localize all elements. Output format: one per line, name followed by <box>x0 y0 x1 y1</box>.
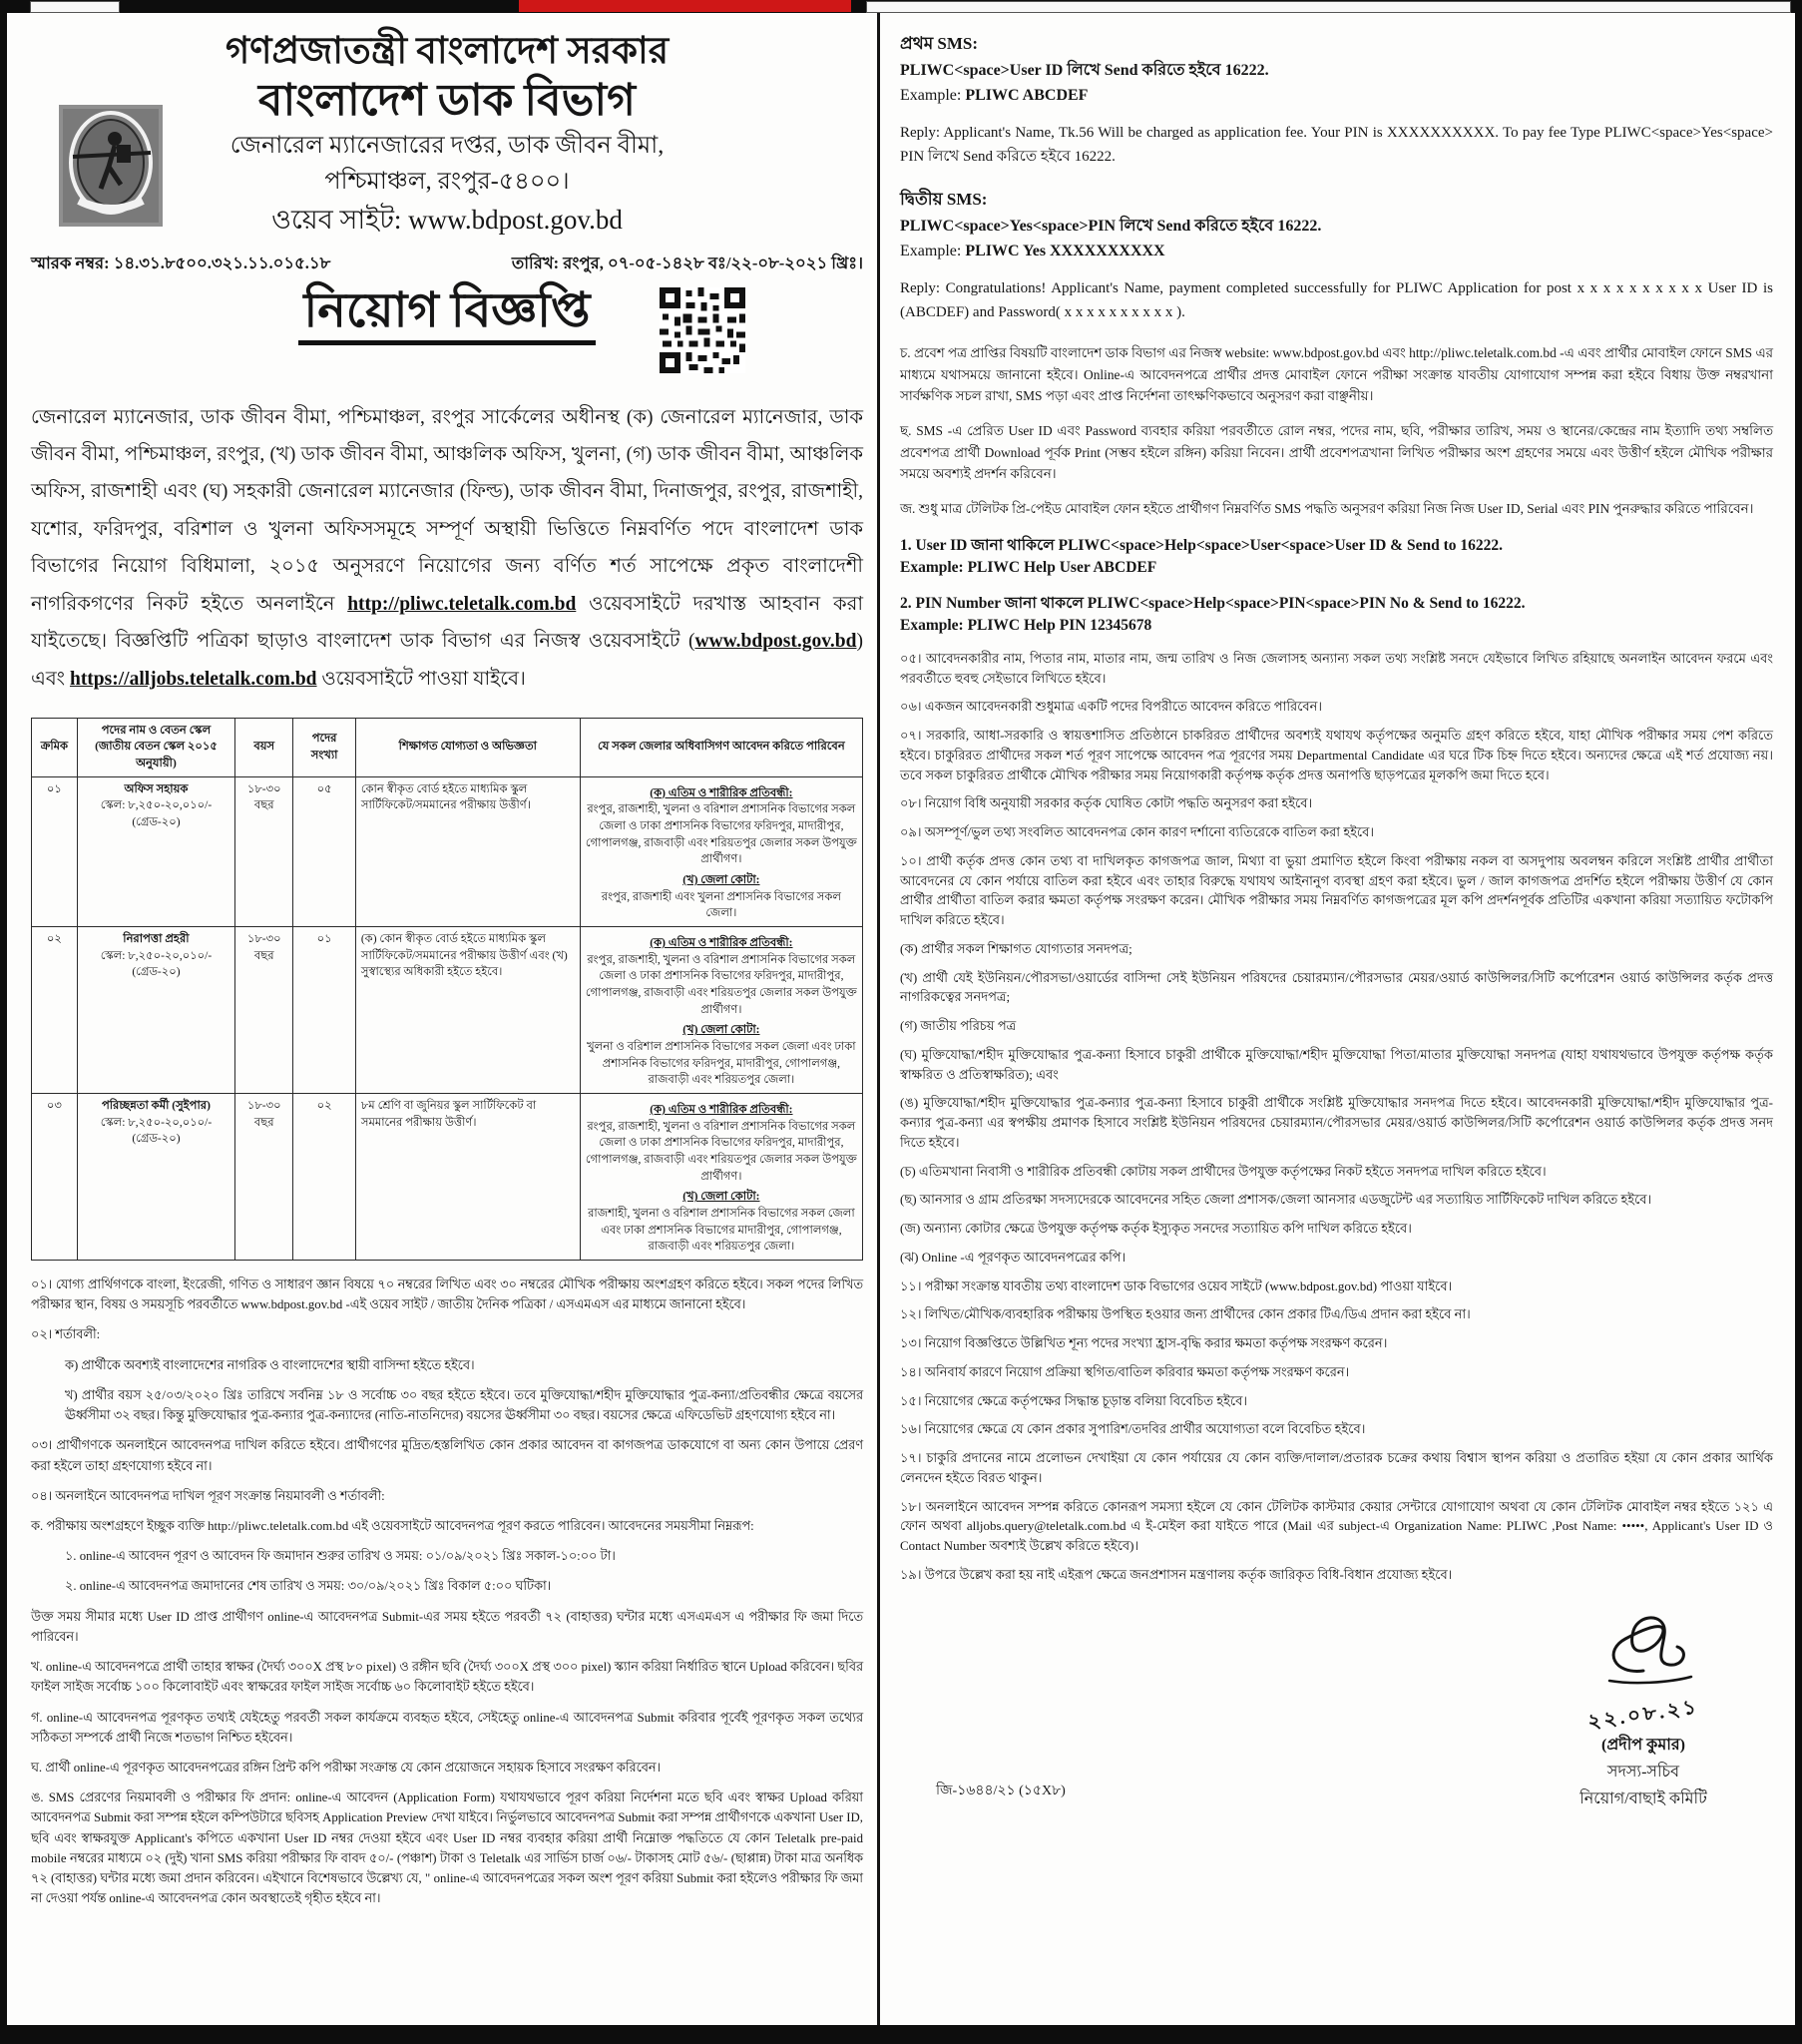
signatory-role-1: সদস্য-সচিব <box>1606 1763 1680 1781</box>
pay-scale: স্কেল: ৮,২৫০-২০,০১০/- <box>100 949 213 962</box>
cell-eligible-districts <box>580 926 862 1093</box>
document-item-uma: (ঙ) মুক্তিযোদ্ধা/শহীদ মুক্তিযোদ্ধার পুত্র-কন্যার পুত্র-কন্যা হিসাবে চাকুরী প্রার্থীকে সংশ্লিষ্ট মুক্তিযোদ্ধার সনদপত্র দিতে হইবে। আবেদনকারী মুক্তিযোদ্ধা/শহীদ মুক্তিযোদ্ধার পুত্র-কন্যার পুত্র-কন্যা এর স্বপক্ষীয় প্রমাণক হিসাবে সংশ্লিষ্ট ইউনিয়ন পরিষদের চেয়ারম্যান/পৌরসভার মেয়র/ওয়ার্ড কাউন্সিলর/সিটি কর্পোরেশন ওয়ার্ড কাউন্সিলর কর্তৃক প্রদত্ত সনদ দিতে হইবে। <box>900 1095 1773 1150</box>
point-08: ০৮। নিয়োগ বিধি অনুযায়ী সরকার কর্তৃক ঘোষিত কোটা পদ্ধতি অনুসরণ করা হইবে। <box>900 795 1313 811</box>
document-item-gha: (ঘ) মুক্তিযোদ্ধা/শহীদ মুক্তিযোদ্ধার পুত্র-কন্যা হিসাবে চাকুরী প্রার্থীকে মুক্তিযোদ্ধা/শহীদ মুক্তিযোদ্ধা পিতা/মাতার মুক্তিযোদ্ধা সনদপত্র (যাহা যথাযথভাবে উপযুক্ত কর্তৃপক্ষ কর্তৃক স্বাক্ষরিত ও প্রতিস্বাক্ষরিত); এবং <box>900 1046 1773 1082</box>
cell-vacancies: ০২ <box>293 1093 355 1260</box>
help-userid-example: Example: PLIWC Help User ABCDEF <box>900 558 1157 576</box>
pay-grade: (গ্রেড-২০) <box>132 1133 181 1146</box>
alljobs-website-link[interactable]: https://alljobs.teletalk.com.bd <box>69 668 317 690</box>
orphan-disabled-quota-heading: (ক) এতিম ও শারীরিক প্রতিবন্ধী: <box>650 786 793 799</box>
note-02-b: খ) প্রার্থীর বয়স ২৫/০৩/২০২০ খ্রিঃ তারিখে সর্বনিম্ন ১৮ ও সর্বোচ্চ ৩০ বছর হইতে হইবে। তবে মুক্তিযোদ্ধা/শহীদ মুক্তিযোদ্ধার পুত্র-কন্যা/প্রতিবন্ধীর ক্ষেত্রে বয়সের ঊর্ধ্বসীমা ৩২ বছর। কিন্তু মুক্তিযোদ্ধার পুত্র-কন্যার পুত্র-কন্যাদের (নাতি-নাতনিদের) বয়সের ঊর্ধ্বসীমা ৩০ বছর। বয়সের ক্ষেত্রে এফিডেভিট গ্রহণযোগ্য হইবে না। <box>65 1387 863 1423</box>
col-header-serial: ক্রমিক <box>32 718 78 776</box>
document-item-ja: (জ) অন্যান্য কোটার ক্ষেত্রে উপযুক্ত কর্তৃপক্ষ কর্তৃক ইস্যুকৃত সনদের সত্যায়িত কপি দাখিল করিতে হইবে। <box>900 1221 1412 1237</box>
bdpost-website-link[interactable]: www.bdpost.gov.bd <box>694 631 857 653</box>
point-16: ১৬। নিয়োগের ক্ষেত্রে যে কোন প্রকার সুপারিশ/তদবির প্রার্থীর অযোগ্যতা বলে বিবেচিত হইবে। <box>900 1421 1366 1437</box>
government-title: গণপ্রজাতন্ত্রী বাংলাদেশ সরকার <box>225 31 670 72</box>
para-chha-userid-password: ছ. SMS -এ প্রেরিত User ID এবং Password ব্যবহার করিয়া পরবর্তীতে রোল নম্বর, পদের নাম, ছবি, পরীক্ষার তারিখ, সময় ও স্থানের/কেন্দ্রের নাম ইত্যাদি তথ্য সম্বলিত প্রবেশপত্র প্রার্থী Download পূর্বক Print (সম্ভব হইলে রঙ্গিন) করিয়া নিবেন। প্রার্থী প্রবেশপত্রখানা লিখিত পরীক্ষার অংশ গ্রহণের সময়ে এবং উত্তীর্ণ হইলে মৌখিক পরীক্ষার সময়ে অবশ্যই প্রদর্শন করিবেন। <box>900 422 1773 482</box>
top-strip-right-box <box>866 1 1791 13</box>
note-04-kha: খ. online-এ আবেদনপত্রে প্রার্থী তাহার স্বাক্ষর (দৈর্ঘ্য ৩০০X প্রস্থ ৮০ pixel) ও রঙ্গীন ছবি (দৈর্ঘ্য ৩০০X প্রস্থ ৩০০ pixel) স্ক্যান করিয়া নির্ধারিত স্থানে Upload করিবেন। ছবির ফাইল সাইজ সর্বোচ্চ ১০০ কিলোবাইট এবং স্বাক্ষরের ফাইল সাইজ সর্বোচ্চ ৬০ কিলোবাইট হইতে হইবে। <box>31 1660 863 1695</box>
post-name: নিরাপত্তা প্রহরী <box>123 932 190 945</box>
help-pin-example: Example: PLIWC Help PIN 12345678 <box>900 616 1152 634</box>
note-04-gha: ঘ. প্রার্থী online-এ পূরণকৃত আবেদনপত্রের রঙ্গিন প্রিন্ট কপি পরীক্ষা সংক্রান্ত যে কোন প্রয়োজনে সহায়ক হিসাবে সংরক্ষণ করিবেন। <box>31 1760 662 1775</box>
example-label: Example: <box>900 87 966 105</box>
intro-part-4: ওয়েবসাইটে পাওয়া যাইবে। <box>316 668 526 690</box>
col-header-eligible-districts: যে সকল জেলার অধিবাসিগণ আবেদন করিতে পারিবেন <box>580 718 862 776</box>
note-02-a: ক) প্রার্থীকে অবশ্যই বাংলাদেশের নাগরিক ও বাংলাদেশের স্থায়ী বাসিন্দা হইতে হইবে। <box>65 1357 475 1372</box>
point-17: ১৭। চাকুরি প্রদানের নামে প্রলোভন দেখাইয়া যে কোন পর্যায়ের যে কোন ব্যক্তি/দালাল/প্রতারক চক্রের কথায় বিশ্বাস স্থাপন করিয়া ও প্রতারিত হইয়া যে কোন প্রকার আর্থিক লেনদেন হইতে বিরত থাকুন। <box>900 1450 1773 1485</box>
department-title: বাংলাদেশ ডাক বিভাগ <box>258 76 636 126</box>
intro-paragraph <box>31 399 863 699</box>
cell-qualification: (ক) কোন স্বীকৃত বোর্ড হইতে মাধ্যমিক স্কুল সার্টিফিকেট/সমমানের পরীক্ষায় উত্তীর্ণ এবং (খ) সুস্বাস্থ্যের অধিকারী হইতে হইবে। <box>355 926 580 1093</box>
cell-age: ১৮-৩০ বছর <box>235 1093 293 1260</box>
point-05: ০৫। আবেদনকারীর নাম, পিতার নাম, মাতার নাম, জন্ম তারিখ ও নিজ জেলাসহ অন্যান্য সকল তথ্য সংশ্লিষ্ট সনদে যেইভাবে লিখিত রহিয়াছে অনলাইন আবেদন ফরমে এবং পরবর্তীতে হুবহু সেইভাবে লিখিতে হইবে। <box>900 650 1773 686</box>
help-userid-command: 1. User ID জানা থাকিলে PLIWC<space>Help<space>User<space>User ID & Send to 16222. <box>900 536 1503 554</box>
table-header-row <box>32 718 863 776</box>
notice-title: নিয়োগ বিজ্ঞপ্তি <box>298 283 597 345</box>
district-quota-text: রাজশাহী, খুলনা ও বরিশাল প্রশাসনিক বিভাগের সকল জেলা এবং ঢাকা প্রশাসনিক বিভাগের মাদারীপুর, গোপালগঞ্জ, রাজবাড়ী এবং শরিয়তপুর জেলা। <box>588 1208 855 1254</box>
point-07: ০৭। সরকারি, আধা-সরকারি ও স্বায়ত্তশাসিত প্রতিষ্ঠানে চাকরিরত প্রার্থীদের অবশ্যই যথাযথ কর্তৃপক্ষের অনুমতি গ্রহণ করিতে হইবে, যাহা মৌখিক পরীক্ষার সময় পেশ করিতে হইবে। চাকুরিরত প্রার্থীদের সকল শর্ত পূরণ সাপেক্ষে আবেদন পত্র পূরণের সময় Departmental Candidate এর ঘরে টিক চিহ্ন দিতে হইবে। অন্যদের ক্ষেত্রে এই শর্ত প্রযোজ্য নয়। তবে সকল চাকুরিরত প্রার্থীকে মৌখিক পরীক্ষার সময় নিয়োগকারী কর্তৃপক্ষ কর্তৃক প্রদত্ত অনাপত্তি ছাড়পত্রের মূলকপি জমা দিতে হবে। <box>900 728 1773 782</box>
orphan-disabled-quota-heading: (ক) এতিম ও শারীরিক প্রতিবন্ধী: <box>650 936 793 949</box>
note-04-ka-tail: উক্ত সময় সীমার মধ্যে User ID প্রাপ্ত প্রার্থীগণ online-এ আবেদনপত্র Submit-এর সময় হইতে পরবর্তী ৭২ (বাহাত্তর) ঘন্টার মধ্যে এসএমএস এ পরীক্ষার ফি জমা দিতে পারিবেন। <box>31 1609 863 1644</box>
cell-age: ১৮-৩০ বছর <box>235 776 293 926</box>
cell-vacancies: ০১ <box>293 926 355 1093</box>
pay-grade: (গ্রেড-২০) <box>132 966 181 979</box>
note-03: ০৩। প্রার্থীগণকে অনলাইনে আবেদনপত্র দাখিল করিতে হইবে। প্রার্থীগণের মুদ্রিত/হস্তলিখিত কোন প্রকার আবেদন বা কাগজপত্র ডাকযোগে বা অন্য কোন উপায়ে প্রেরণ করা হইলে তাহা গ্রহণযোগ্য হইবে না। <box>31 1438 863 1473</box>
document-item-ga: (গ) জাতীয় পরিচয় পত্র <box>900 1018 1017 1034</box>
first-sms-command: PLIWC<space>User ID লিখে Send করিতে হইবে 16222. <box>900 62 1269 80</box>
post-office-emblem-logo <box>59 105 163 227</box>
note-04-heading: ০৪। অনলাইনে আবেদনপত্র দাখিল পূরণ সংক্রান্ত নিয়মাবলী ও শর্তাবলী: <box>31 1488 385 1503</box>
cell-post-scale <box>77 776 234 926</box>
apply-website-link[interactable]: http://pliwc.teletalk.com.bd <box>347 593 577 615</box>
district-quota-heading: (খ) জেলা কোটা: <box>682 1024 760 1037</box>
first-sms-label: প্রথম SMS: <box>900 34 979 53</box>
signatory-name: (প্রদীপ কুমার) <box>1601 1736 1685 1754</box>
cell-serial: ০৩ <box>32 1093 78 1260</box>
point-13: ১৩। নিয়োগ বিজ্ঞপ্তিতে উল্লিখিত শূন্য পদের সংখ্যা হ্রাস-বৃদ্ধি করার ক্ষমতা কর্তৃপক্ষ সংরক্ষণ করেন। <box>900 1335 1388 1351</box>
note-02-heading: ০২। শর্তাবলী: <box>31 1327 101 1342</box>
left-notes-section <box>31 1275 863 1908</box>
post-name: পরিচ্ছন্নতা কর্মী (সুইপার) <box>101 1099 211 1112</box>
post-name: অফিস সহায়ক <box>124 782 189 795</box>
notice-title-block <box>31 283 863 385</box>
cell-qualification: কোন স্বীকৃত বোর্ড হইতে মাধ্যমিক স্কুল সার্টিফিকেট/সমমানের পরীক্ষায় উত্তীর্ণ। <box>355 776 580 926</box>
pay-scale: স্কেল: ৮,২৫০-২০,০১০/- <box>100 1116 213 1129</box>
table-row <box>32 776 863 926</box>
second-sms-example <box>900 240 1773 264</box>
col-header-qualification: শিক্ষাগত যোগ্যতা ও অভিজ্ঞতা <box>355 718 580 776</box>
col-header-age: বয়স <box>235 718 293 776</box>
signature-block <box>900 1611 1773 1830</box>
orphan-disabled-quota-heading: (ক) এতিম ও শারীরিক প্রতিবন্ধী: <box>650 1103 793 1116</box>
para-ja-teletalk-recovery: জ. শুধু মাত্র টেলিটক প্রি-পেইড মোবাইল ফোন হইতে প্রার্থীগণ নিম্নবর্ণিত SMS পদ্ধতি অনুসরণ করিয়া নিজ নিজ User ID, Serial এবং PIN পুনরুদ্ধার করিতে পারিবেন। <box>900 501 1754 517</box>
point-10: ১০। প্রার্থী কর্তৃক প্রদত্ত কোন তথ্য বা দাখিলকৃত কাগজপত্র জাল, মিথ্যা বা ভুয়া প্রমাণিত হইলে কিংবা পরীক্ষায় নকল বা অসদুপায় অবলম্বন করিলে সংশ্লিষ্ট প্রার্থীর প্রার্থীতা আবেদনের যে কোন পর্যায়ে বাতিল করা হইবে এবং তাহার বিরুদ্ধে যথাযথ আইনানুগ ব্যবস্থা গ্রহণ করা হইবে। ভুল / জাল কাগজপত্র প্রদর্শিত হইলে পরীক্ষায় উত্তীর্ণ যে কোন প্রার্থীর প্রার্থীতা বাতিল করার ক্ষমতা কর্তৃপক্ষ সংরক্ষণ করেন। মৌখিক পরীক্ষার সময় নিম্নবর্ণিত কাগজপত্রের মূল কপি প্রদর্শনপূর্বক প্রতিটির একখানা করিয়া সত্যায়িত ফটোকপি দাখিল করিতে হইবে। <box>900 852 1773 928</box>
col-header-vacancies: পদের সংখ্যা <box>293 718 355 776</box>
example-value: PLIWC ABCDEF <box>965 87 1089 105</box>
sms-instructions <box>900 31 1773 324</box>
document-item-kha: (খ) প্রার্থী যেই ইউনিয়ন/পৌরসভা/ওয়ার্ডের বাসিন্দা সেই ইউনিয়ন পরিষদের চেয়ারম্যান/পৌরসভার মেয়র/ওয়ার্ড কাউন্সিলর/সিটি কর্পোরেশন ওয়ার্ড কাউন্সিলর কর্তৃক প্রদত্ত নাগরিকত্বের সনদপত্র; <box>900 969 1773 1005</box>
table-row <box>32 926 863 1093</box>
second-sms-label: দ্বিতীয় SMS: <box>900 189 988 209</box>
website-line[interactable]: ওয়েব সাইট: www.bdpost.gov.bd <box>271 205 623 236</box>
bottom-border-bar <box>0 2025 1802 2044</box>
second-sms-reply: Reply: Congratulations! Applicant's Name, payment completed successfully for PLIWC Application for post x x x x x x x x x x User ID is (ABCDEF) and Password( x x x x x x x x x x ). <box>900 279 1773 320</box>
office-line: জেনারেল ম্যানেজারের দপ্তর, ডাক জীবন বীমা, <box>229 133 665 160</box>
district-quota-text: রংপুর, রাজশাহী এবং খুলনা প্রশাসনিক বিভাগের সকল জেলা। <box>601 890 841 920</box>
document-item-ka: (ক) প্রার্থীর সকল শিক্ষাগত যোগ্যতার সনদপত্র; <box>900 940 1132 956</box>
point-06: ০৬। একজন আবেদনকারী শুধুমাত্র একটি পদের বিপরীতে আবেদন করিতে পারিবেন। <box>900 699 1323 715</box>
document-item-chha: (ছ) আনসার ও গ্রাম প্রতিরক্ষা সদস্যদেরকে আবেদনের সহিত জেলা প্রশাসক/জেলা আনসার এডজুটেন্ট এর সত্যায়িত সার্টিফিকেট দাখিল করিতে হইবে। <box>900 1192 1652 1208</box>
signatory-role-2: নিয়োগ/বাছাই কমিটি <box>1579 1790 1707 1808</box>
signature-icon <box>1574 1611 1713 1689</box>
cell-post-scale <box>77 926 234 1093</box>
document-item-jha: (ঝ) Online -এ পূরণকৃত আবেদনপত্রের কপি। <box>900 1249 1126 1265</box>
note-04-uma: ঙ. SMS প্রেরণের নিয়মাবলী ও পরীক্ষার ফি প্রদান: online-এ আবেদন (Application Form) যথাযথভাবে পূরণ করিয়া নির্দেশনা মতে ছবি এবং স্বাক্ষর Upload করিয়া আবেদনপত্র Submit করা সম্পন্ন হইলে কম্পিউটারে ছবিসহ Application Preview দেখা যাইবে। নির্ভুলভাবে আবেদনপত্র Submit করা সম্পন্ন প্রার্থীগণকে একখানা User ID, ছবি এবং স্বাক্ষরযুক্ত Applicant's কপিতে একখানা User ID নম্বর দেওয়া হইবে এবং User ID নম্বর ব্যবহার করিয়া প্রার্থী নিম্নোক্ত পদ্ধতিতে যে কোন Teletalk pre-paid mobile নম্বরের মাধ্যমে ০২ (দুই) খানা SMS করিয়া পরীক্ষার ফি বাবদ ৫০/- (পঞ্চাশ) টাকা ও Teletalk এর সার্ভিস চার্জ ০৬/- টাকাসহ মোট ৫৬/- (ছাপ্পান্ন) টাকা মাত্র অনধিক ৭২ (বাহাত্তর) ঘন্টার মধ্যে জমা প্রদান করিবেন। এইখানে বিশেষভাবে উল্লেখ্য যে, " online-এ আবেদনপত্রের সকল অংশ পূরণ করিয়া Submit করা হইলেও পরীক্ষার ফি জমা না দেওয়া পর্যন্ত online-এ আবেদনপত্র কোন অবস্থাতেই গৃহীত হইবে না। <box>31 1790 863 1906</box>
district-quota-heading: (খ) জেলা কোটা: <box>682 873 760 886</box>
point-11: ১১। পরীক্ষা সংক্রান্ত যাবতীয় তথ্য বাংলাদেশ ডাক বিভাগের ওয়েব সাইটে (www.bdpost.gov.bd) পাওয়া যাইবে। <box>900 1278 1453 1293</box>
district-quota-heading: (খ) জেলা কোটা: <box>682 1191 760 1204</box>
memo-row <box>31 251 863 277</box>
top-strip-left-box <box>30 1 120 13</box>
district-quota-text: খুলনা ও বরিশাল প্রশাসনিক বিভাগের সকল জেলা এবং ঢাকা প্রশাসনিক বিভাগের ফরিদপুর, মাদারীপুর, গোপালগঞ্জ, রাজবাড়ী এবং শরিয়তপুর জেলা। <box>587 1040 856 1087</box>
orphan-disabled-quota-text: রংপুর, রাজশাহী, খুলনা ও বরিশাল প্রশাসনিক বিভাগের সকল জেলা ও ঢাকা প্রশাসনিক বিভাগের ফরিদপুর, মাদারীপুর, গোপালগঞ্জ, রাজবাড়ী এবং শরিয়তপুর জেলার সকল উপযুক্ত প্রার্থীগণ। <box>585 803 857 866</box>
example-value: PLIWC Yes XXXXXXXXXX <box>965 243 1165 260</box>
intro-part-2: ওয়েবসাইটে দরখাস্ত আহবান করা যাইতেছে। বিজ্ঞপ্তিটি পত্রিকা ছাড়াও বাংলাদেশ ডাক বিভাগ এর নিজস্ব ওয়েবসাইটে ( <box>31 593 863 653</box>
cell-qualification: ৮ম শ্রেণি বা জুনিয়র স্কুল সার্টিফিকেট বা সমমানের পরীক্ষায় উত্তীর্ণ। <box>355 1093 580 1260</box>
pay-scale: স্কেল: ৮,২৫০-২০,০১০/- <box>100 799 213 812</box>
note-04-ka-item-2: ২. online-এ আবেদনপত্র জমাদানের শেষ তারিখ ও সময়: ৩০/০৯/২০২১ খ্রিঃ বিকাল ৫:০০ ঘটিকা। <box>65 1579 552 1594</box>
right-column <box>880 13 1795 2025</box>
para-cha-admit-card: চ. প্রবেশ পত্র প্রাপ্তির বিষয়টি বাংলাদেশ ডাক বিভাগ এর নিজস্ব website: www.bdpost.gov.bd এবং http://pliwc.teletalk.com.bd -এ এবং প্রার্থীর মোবাইল ফোনে SMS এর মাধ্যমে যথাসময়ে জানানো হইবে। Online-এ আবেদনপত্রে প্রার্থীর প্রদত্ত মোবাইল ফোনে পরীক্ষা সংক্রান্ত যাবতীয় যোগাযোগ সম্পন্ন করা হইবে বিধায় উক্ত নম্বরখানা সার্বক্ষণিক সচল রাখা, SMS পড়া এবং প্রাপ্ত নির্দেশনা তাৎক্ষণিকভাবে অনুসরণ করা বাঞ্ছনীয়। <box>900 344 1773 404</box>
note-04-ga: গ. online-এ আবেদনপত্র পূরণকৃত তথ্যই যেইহেতু পরবর্তী সকল কার্যক্রমে ব্যবহৃত হইবে, সেইহেতু online-এ আবেদনপত্র Submit করিবার পূর্বেই পূরণকৃত সকল তথ্যের সঠিকতা সম্পর্কে প্রার্থী নিজে শতভাগ নিশ্চিত হইবেন। <box>31 1710 863 1745</box>
pay-grade: (গ্রেড-২০) <box>132 815 181 828</box>
intro-part-1: জেনারেল ম্যানেজার, ডাক জীবন বীমা, পশ্চিমাঞ্চল, রংপুর সার্কেলের অধীনস্থ (ক) জেনারেল ম্যানেজার, ডাক জীবন বীমা, পশ্চিমাঞ্চল, রংপুর, (খ) ডাক জীবন বীমা, আঞ্চলিক অফিস, খুলনা, (গ) ডাক জীবন বীমা, আঞ্চলিক অফিস, রাজশাহী এবং (ঘ) সহকারী জেনারেল ম্যানেজার (ফিল্ড), ডাক জীবন বীমা, দিনাজপুর, রংপুর, রাজশাহী, যশোর, ফরিদপুর, বরিশাল ও খুলনা অফিসসমূহে সম্পূর্ণ অস্থায়ী ভিত্তিতে নিম্নবর্ণিত পদে বাংলাদেশ ডাক বিভাগের নিয়োগ বিধিমালা, ২০১৫ অনুসরণে নিয়োগের জন্য বর্ণিত শর্ত সাপেক্ষে প্রকৃত বাংলাদেশী নাগরিকগণের নিকট হইতে অনলাইনে <box>31 406 863 615</box>
point-19: ১৯। উপরে উল্লেখ করা হয় নাই এইরূপ ক্ষেত্রে জনপ্রশাসন মন্ত্রণালয় কর্তৃক জারিকৃত বিধি-বিধান প্রযোজ্য হইবে। <box>900 1566 1453 1582</box>
memo-number: স্মারক নম্বর: ১৪.৩১.৮৫০০.৩২১.১১.০১৫.১৮ <box>31 253 331 272</box>
document-item-cha: (চ) এতিমখানা নিবাসী ও শারীরিক প্রতিবন্ধী কোটায় সকল প্রার্থীদের উপযুক্ত কর্তৃপক্ষের নিকট হইতে সনদপত্র দাখিল করিতে হইবে। <box>900 1163 1547 1179</box>
left-border-bar <box>0 0 7 2044</box>
note-04-ka-item-1: ১. online-এ আবেদন পূরণ ও আবেদন ফি জমাদান শুরুর তারিখ ও সময়: ০১/০৯/২০২১ খ্রিঃ সকাল-১০:০০ টা। <box>65 1549 616 1564</box>
example-label: Example: <box>900 243 966 260</box>
qr-code <box>660 287 745 373</box>
note-01: ০১। যোগ্য প্রার্থিগণকে বাংলা, ইংরেজী, গণিত ও সাধারণ জ্ঞান বিষয়ে ৭০ নম্বরের লিখিত এবং ৩০ নম্বরের মৌখিক পরীক্ষায় অংশগ্রহণ করিতে হইবে। সকল পদের লিখিত পরীক্ষার স্থান, বিষয় ও সময়সূচি পরবর্তীতে www.bdpost.gov.bd -এই ওয়েব সাইট / জাতীয় দৈনিক পত্রিকা / এসএমএস এর মাধ্যমে জানানো হইবে। <box>31 1278 863 1312</box>
help-pin-command: 2. PIN Number জানা থাকলে PLIWC<space>Help<space>PIN<space>PIN No & Send to 16222. <box>900 594 1526 612</box>
top-strip-red-bar <box>519 0 851 12</box>
cell-eligible-districts <box>580 1093 862 1260</box>
table-row <box>32 1093 863 1260</box>
reference-number: জি-১৬৪৪/২১ (১৫X৮) <box>936 1783 1066 1798</box>
signature-date: ২২.০৮.২১ <box>1586 1696 1700 1734</box>
cell-age: ১৮-৩০ বছর <box>235 926 293 1093</box>
cell-serial: ০২ <box>32 926 78 1093</box>
first-sms-reply: Reply: Applicant's Name, Tk.56 Will be charged as application fee. Your PIN is XXXXXXXXXX. To pay fee Type PLIWC<space>Yes<space> PIN লিখে Send করিতে হইবে 16222. <box>900 124 1773 165</box>
col-header-post-scale: পদের নাম ও বেতন স্কেল (জাতীয় বেতন স্কেল ২০১৫ অনুযায়ী) <box>77 718 234 776</box>
cell-vacancies: ০৫ <box>293 776 355 926</box>
point-18: ১৮। অনলাইনে আবেদন সম্পন্ন করিতে কোনরূপ সমস্যা হইলে যে কোন টেলিটক কাস্টমার কেয়ার সেন্টারে যোগাযোগ অথবা যে কোন টেলিটক মোবাইল নম্বর হইতে ১২১ এ ফোন অথবা alljobs.query@teletalk.com.bd এ ই-মেইল করা যাইতে পারে (Mail এর subject-এ Organization Name: PLIWC ,Post Name: •••••, Applicant's User ID ও Contact Number অবশ্যই উল্লেখ করিতে হইবে)। <box>900 1498 1773 1554</box>
point-12: ১২। লিখিত/মৌখিক/ব্যবহারিক পরীক্ষায় উপস্থিত হওয়ার জন্য প্রার্থীদের কোন প্রকার টিএ/ডিএ প্রদান করা হইবে না। <box>900 1306 1471 1322</box>
right-border-bar <box>1795 0 1802 2044</box>
cell-post-scale <box>77 1093 234 1260</box>
point-14: ১৪। অনিবার্য কারণে নিয়োগ প্রক্রিয়া স্থগিত/বাতিল করিবার ক্ষমতা কর্তৃপক্ষ সংরক্ষণ করেন। <box>900 1363 1350 1379</box>
vacancy-table <box>31 718 863 1261</box>
intro-part-3: ) এবং <box>31 631 863 690</box>
cell-eligible-districts <box>580 776 862 926</box>
point-09: ০৯। অসম্পূর্ণ/ভুল তথ্য সংবলিত আবেদনপত্র কোন কারণ দর্শানো ব্যতিরেকে বাতিল করা হইবে। <box>900 824 1375 840</box>
orphan-disabled-quota-text: রংপুর, রাজশাহী, খুলনা ও বরিশাল প্রশাসনিক বিভাগের সকল জেলা ও ঢাকা প্রশাসনিক বিভাগের ফরিদপুর, মাদারীপুর, গোপালগঞ্জ, রাজবাড়ী এবং শরিয়তপুর জেলার সকল উপযুক্ত প্রার্থীগণ। <box>585 953 857 1016</box>
letterhead <box>31 29 863 241</box>
first-sms-example <box>900 84 1773 109</box>
orphan-disabled-quota-text: রংপুর, রাজশাহী, খুলনা ও বরিশাল প্রশাসনিক বিভাগের সকল জেলা ও ঢাকা প্রশাসনিক বিভাগের ফরিদপুর, মাদারীপুর, গোপালগঞ্জ, রাজবাড়ী এবং শরিয়তপুর জেলার সকল উপযুক্ত প্রার্থীগণ। <box>585 1120 857 1183</box>
second-sms-command: PLIWC<space>Yes<space>PIN লিখে Send করিতে হইবে 16222. <box>900 218 1322 236</box>
cell-serial: ০১ <box>32 776 78 926</box>
point-15: ১৫। নিয়োগের ক্ষেত্রে কর্তৃপক্ষের সিদ্ধান্ত চূড়ান্ত বলিয়া বিবেচিত হইবে। <box>900 1392 1247 1408</box>
left-column <box>7 13 877 2025</box>
region-line: পশ্চিমাঞ্চল, রংপুর-৫৪০০। <box>324 169 570 196</box>
memo-date: তারিখ: রংপুর, ০৭-০৫-১৪২৮ বঃ/২২-০৮-২০২১ খ্রিঃ। <box>511 253 863 272</box>
note-04-ka: ক. পরীক্ষায় অংশগ্রহণে ইচ্ছুক ব্যক্তি http://pliwc.teletalk.com.bd এই ওয়েবসাইটে আবেদনপত্র পূরণ করতে পারিবেন। আবেদনের সময়সীমা নিম্নরূপ: <box>31 1519 754 1533</box>
signatory <box>1574 1611 1713 1813</box>
